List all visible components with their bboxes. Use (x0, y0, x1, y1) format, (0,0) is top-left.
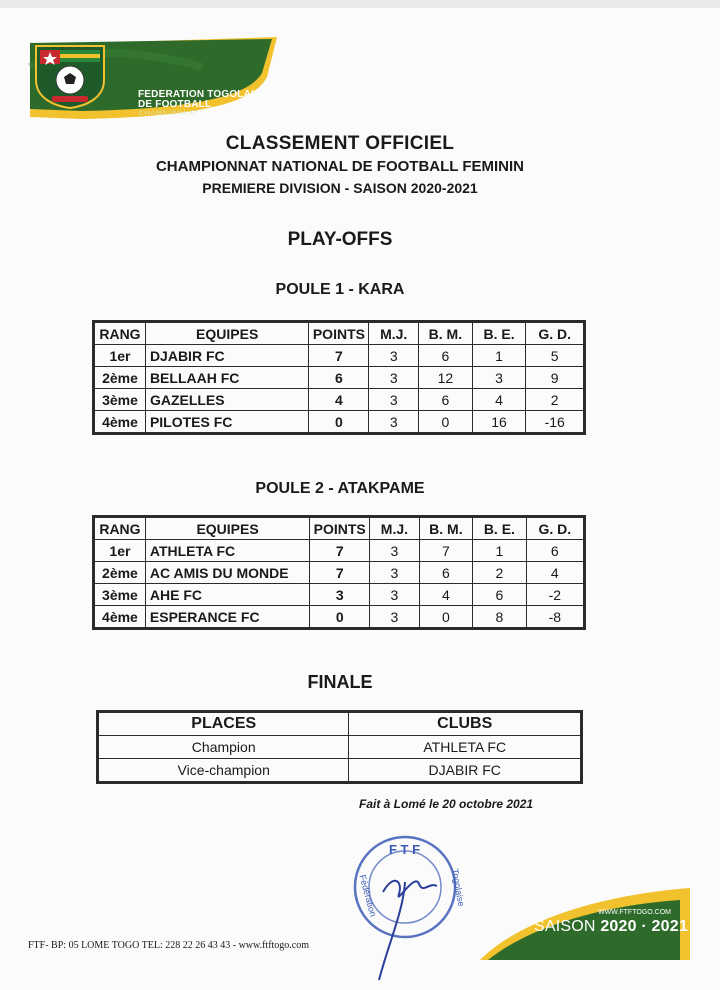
pool1-title: POULE 1 - KARA (275, 281, 405, 298)
season-years: 2020 · 2021 (600, 918, 688, 935)
goal-diff-cell: 4 (526, 562, 584, 584)
pool2-standings-table (92, 515, 586, 630)
table-row (94, 367, 585, 389)
team-cell: ATHLETA FC (145, 540, 309, 562)
goals-for-cell: 12 (419, 367, 473, 389)
goals-against-cell: 6 (473, 584, 526, 606)
team-cell: ESPERANCE FC (145, 606, 309, 629)
team-cell: DJABIR FC (145, 345, 308, 367)
table-row (94, 411, 585, 434)
goal-diff-cell: -8 (526, 606, 584, 629)
federation-name (138, 90, 268, 110)
col-header-bm: B. M. (419, 322, 473, 345)
goals-for-cell: 6 (419, 345, 473, 367)
col-header-be: B. E. (472, 322, 526, 345)
goals-against-cell: 4 (472, 389, 526, 411)
team-cell: AHE FC (145, 584, 309, 606)
col-header-teams: EQUIPES (145, 517, 309, 540)
rank-cell: 2ème (94, 562, 146, 584)
goals-for-cell: 0 (419, 411, 473, 434)
federation-subtitle: CHAMPIONNAT (139, 111, 200, 117)
goals-against-cell: 8 (473, 606, 526, 629)
goal-diff-cell: 5 (526, 345, 585, 367)
points-cell: 0 (309, 411, 369, 434)
goals-for-cell: 6 (419, 389, 473, 411)
goal-diff-cell: 6 (526, 540, 584, 562)
goals-for-cell: 0 (419, 606, 473, 629)
col-header-gd: G. D. (526, 322, 585, 345)
rank-cell: 1er (94, 540, 146, 562)
points-cell: 3 (310, 584, 370, 606)
division-title: PREMIERE DIVISION - SAISON 2020-2021 (202, 180, 478, 196)
goals-for-cell: 4 (419, 584, 473, 606)
goals-against-cell: 1 (473, 540, 526, 562)
table-header-row (94, 322, 585, 345)
goal-diff-cell: -16 (526, 411, 585, 434)
col-header-points: POINTS (309, 322, 369, 345)
stamp-icon (345, 832, 475, 982)
rank-cell: 4ème (94, 411, 146, 434)
scan-edge (0, 0, 720, 8)
header-logo-band (22, 37, 277, 117)
team-cell: AC AMIS DU MONDE (145, 562, 309, 584)
col-header-be: B. E. (473, 517, 526, 540)
club-cell: ATHLETA FC (349, 736, 582, 759)
goals-against-cell: 1 (472, 345, 526, 367)
finale-title: FINALE (307, 672, 373, 692)
table-row (94, 584, 585, 606)
points-cell: 7 (310, 562, 370, 584)
rank-cell: 3ème (94, 584, 146, 606)
season-url: WWW.FTFTOGO.COM (598, 909, 671, 916)
goals-against-cell: 16 (472, 411, 526, 434)
season-label-line (534, 918, 688, 936)
col-header-rank: RANG (94, 517, 146, 540)
finale-header-row (98, 712, 582, 736)
played-cell: 3 (369, 367, 419, 389)
col-header-places: PLACES (98, 712, 349, 736)
footer-address: FTF- BP: 05 LOME TOGO TEL: 228 22 26 43 43 - www.ftftogo.com (28, 940, 310, 951)
stage-title: PLAY-OFFS (287, 229, 393, 250)
stamp-left-text: Fédération (357, 873, 379, 918)
played-cell: 3 (370, 606, 419, 629)
pool2-title: POULE 2 - ATAKPAME (255, 480, 425, 497)
col-header-mj: M.J. (369, 322, 419, 345)
rank-cell: 3ème (94, 389, 146, 411)
col-header-rank: RANG (94, 322, 146, 345)
goals-against-cell: 3 (472, 367, 526, 389)
goals-against-cell: 2 (473, 562, 526, 584)
table-row (94, 540, 585, 562)
team-cell: GAZELLES (145, 389, 308, 411)
main-title: CLASSEMENT OFFICIEL (225, 133, 455, 154)
points-cell: 7 (309, 345, 369, 367)
col-header-bm: B. M. (419, 517, 473, 540)
federation-name-line2: DE FOOTBALL (138, 99, 212, 110)
points-cell: 7 (310, 540, 370, 562)
played-cell: 3 (369, 389, 419, 411)
played-cell: 3 (370, 584, 419, 606)
rank-cell: 1er (94, 345, 146, 367)
points-cell: 6 (309, 367, 369, 389)
goals-for-cell: 7 (419, 540, 473, 562)
played-cell: 3 (370, 562, 419, 584)
col-header-teams: EQUIPES (145, 322, 308, 345)
club-cell: DJABIR FC (349, 759, 582, 783)
col-header-mj: M.J. (370, 517, 419, 540)
team-cell: BELLAAH FC (145, 367, 308, 389)
played-cell: 3 (370, 540, 419, 562)
championship-title: CHAMPIONNAT NATIONAL DE FOOTBALL FEMININ (155, 158, 525, 175)
stamp-top-text: F T F (389, 842, 421, 857)
table-row (94, 606, 585, 629)
table-row (94, 345, 585, 367)
goals-for-cell: 6 (419, 562, 473, 584)
federation-name-line1: FEDERATION TOGOLAISE (138, 89, 268, 100)
place-cell: Champion (98, 736, 349, 759)
col-header-gd: G. D. (526, 517, 584, 540)
col-header-clubs: CLUBS (349, 712, 582, 736)
played-cell: 3 (369, 345, 419, 367)
finale-row (98, 736, 582, 759)
place-date-line: Fait à Lomé le 20 octobre 2021 (359, 797, 534, 811)
finale-row (98, 759, 582, 783)
pool1-standings-table (92, 320, 586, 435)
season-label: SAISON (534, 918, 596, 935)
finale-table (96, 710, 583, 784)
played-cell: 3 (369, 411, 419, 434)
place-cell: Vice-champion (98, 759, 349, 783)
goal-diff-cell: 2 (526, 389, 585, 411)
goal-diff-cell: 9 (526, 367, 585, 389)
points-cell: 4 (309, 389, 369, 411)
stamp-right-text: Togolaise (449, 868, 467, 908)
table-row (94, 389, 585, 411)
rank-cell: 2ème (94, 367, 146, 389)
points-cell: 0 (310, 606, 370, 629)
team-cell: PILOTES FC (145, 411, 308, 434)
table-row (94, 562, 585, 584)
rank-cell: 4ème (94, 606, 146, 629)
col-header-points: POINTS (310, 517, 370, 540)
table-header-row (94, 517, 585, 540)
goal-diff-cell: -2 (526, 584, 584, 606)
federation-logo-icon (30, 40, 110, 110)
